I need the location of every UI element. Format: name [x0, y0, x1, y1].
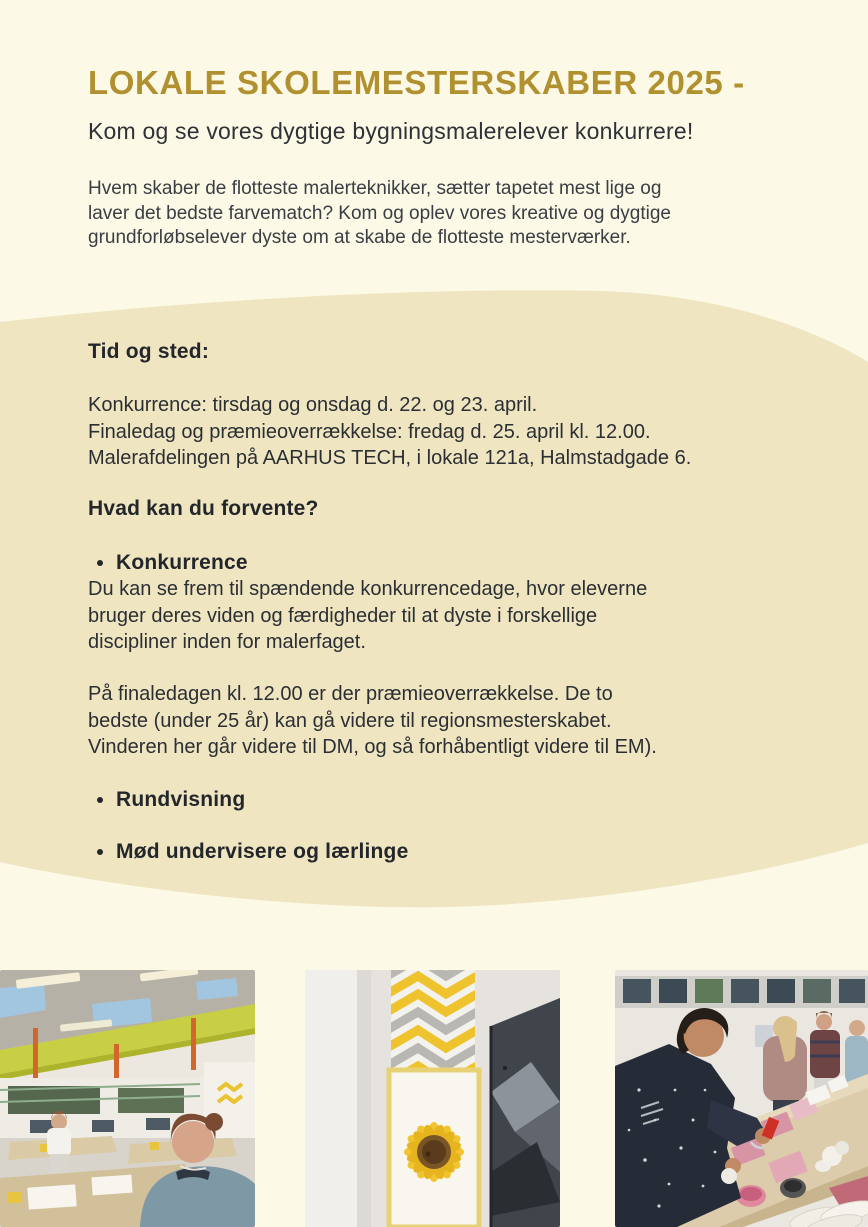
bullet-dot-icon: [97, 560, 103, 566]
bullet-dot-icon: [97, 849, 103, 855]
paragraph-line: På finaledagen kl. 12.00 er der præmieoverrækkelse. De to: [88, 683, 613, 705]
intro-line: Hvem skaber de flotteste malerteknikker, sætter tapetet mest lige og: [88, 178, 662, 199]
konkurrence-paragraph-2: [88, 681, 778, 761]
intro-line: grundforløbselever dyste om at skabe de flotteste mesterværker.: [88, 227, 631, 248]
time-place-heading: Tid og sted:: [88, 340, 210, 363]
photo-sunflower-wall: [305, 970, 560, 1227]
time-place-lines: [88, 392, 778, 472]
machinery: [118, 1088, 184, 1113]
paint-bucket: [8, 1192, 22, 1203]
chevron-wallpaper-strip: [387, 970, 477, 1084]
page-subtitle: Kom og se vores dygtige bygningsmalerelever konkurrere!: [88, 118, 694, 144]
bullet-moed-undervisere: [97, 840, 408, 864]
konkurrence-paragraph-1: [88, 576, 778, 656]
paper-sheet: [91, 1175, 132, 1196]
bullet-konkurrence-label: Konkurrence: [116, 551, 248, 574]
time-place-line: Konkurrence: tirsdag og onsdag d. 22. og 23. april.: [88, 394, 538, 416]
time-place-line: Finaledag og præmieoverrækkelse: fredag d. 25. april kl. 12.00.: [88, 420, 651, 443]
geometric-panel: [491, 998, 560, 1227]
intro-line: laver det bedste farvematch? Kom og oplev vores kreative og dygtige: [88, 202, 671, 224]
bullet-rundvisning-label: Rundvisning: [116, 788, 246, 811]
intro-paragraph: [88, 177, 768, 251]
paragraph-line: Vinderen her går videre til DM, og så forhåbentligt videre til EM).: [88, 736, 657, 758]
hair-bun: [205, 1113, 223, 1131]
bullet-moed-undervisere-label: Mød undervisere og lærlinge: [116, 840, 409, 863]
time-place-line: Malerafdelingen på AARHUS TECH, i lokale 121a, Halmstadgade 6.: [88, 447, 692, 469]
paragraph-line: discipliner inden for malerfaget.: [88, 631, 366, 653]
photo-students-painting-art: [615, 970, 868, 1227]
paint-bucket: [150, 1142, 159, 1150]
bullet-dot-icon: [97, 797, 103, 803]
paragraph-line: Du kan se frem til spændende konkurrencedage, hvor eleverne: [88, 578, 648, 600]
door-edge: [305, 970, 357, 1227]
windows: [623, 979, 865, 1003]
window: [146, 1118, 170, 1130]
student-shirt: [47, 1128, 71, 1156]
bullet-konkurrence: [97, 551, 248, 575]
page-title: LOKALE SKOLEMESTERSKABER 2025 -: [88, 64, 745, 101]
paragraph-line: bruger deres viden og færdigheder til at dyste i forskellige: [88, 604, 598, 627]
student-pants: [50, 1154, 68, 1174]
orange-strap: [191, 1018, 196, 1070]
student-head: [51, 1114, 67, 1130]
paragraph-line: bedste (under 25 år) kan gå videre til regionsmesterskabet.: [88, 709, 612, 732]
bullet-rundvisning: [97, 788, 245, 812]
paper-sheet: [27, 1184, 76, 1209]
door-shadow: [357, 970, 371, 1227]
photo-students-painting: [615, 970, 868, 1227]
expect-heading: Hvad kan du forvente?: [88, 497, 319, 520]
window: [92, 1120, 114, 1132]
photo-workshop-overview-art: [0, 970, 255, 1227]
photo-sunflower-wall-art: [305, 970, 560, 1227]
photo-workshop-overview: [0, 970, 255, 1227]
